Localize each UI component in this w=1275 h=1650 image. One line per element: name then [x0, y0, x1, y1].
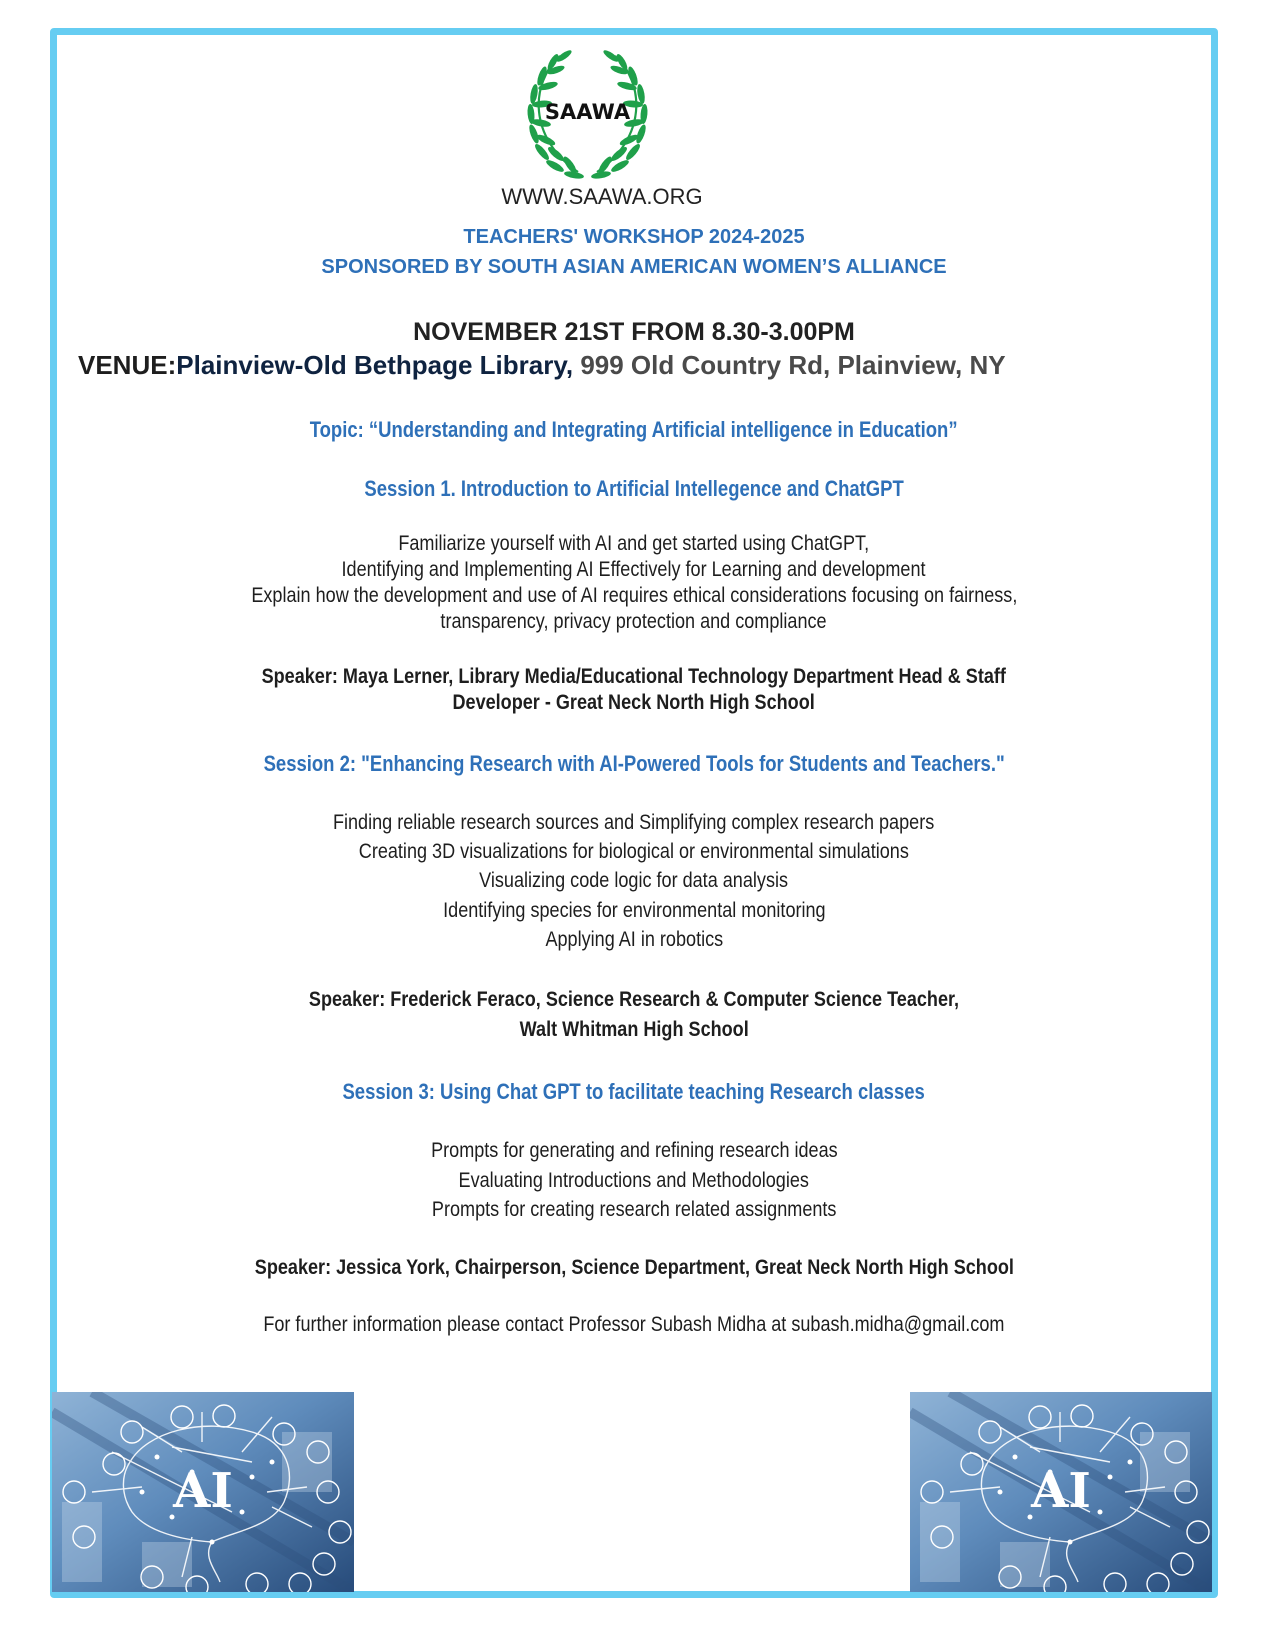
session-3-line-text: Prompts for generating and refining research ideas [430, 1139, 838, 1162]
ai-image-label: AI [173, 1463, 233, 1519]
laurel-wreath-icon [520, 48, 655, 180]
ai-brain-network-image [910, 1392, 1212, 1592]
saawa-logo [520, 48, 655, 180]
session-1-line [57, 558, 1211, 582]
session-2-line-text: Finding reliable research sources and Simplifying complex research papers [333, 811, 935, 834]
logo-text: SAAWA [544, 100, 631, 124]
ai-illustration-right [910, 1392, 1212, 1592]
session-3-speaker [57, 1256, 1211, 1280]
session-2-line [57, 811, 1211, 835]
session-3-line-text: Evaluating Introductions and Methodologies [458, 1169, 810, 1192]
session-1-line [57, 584, 1211, 608]
session-1-line [57, 532, 1211, 556]
venue-address: 999 Old Country Rd, Plainview, NY [573, 350, 1006, 380]
session-1-line-text: Identifying and Implementing AI Effectively for Learning and development [342, 558, 926, 581]
workshop-topic [57, 417, 1211, 443]
session-3-line [57, 1198, 1211, 1222]
ai-brain-network-image [52, 1392, 354, 1592]
event-venue [78, 350, 1006, 381]
session-2-line [57, 928, 1211, 952]
event-date-time: NOVEMBER 21ST FROM 8.30-3.00PM [413, 318, 855, 346]
session-3-speaker-text: Speaker: Jessica York, Chairperson, Science Department, Great Neck North High School [254, 1256, 1014, 1279]
session-3-line-text: Prompts for creating research related assignments [431, 1198, 837, 1221]
session-3-line [57, 1139, 1211, 1163]
session-2-line [57, 840, 1211, 864]
session-1-title [57, 476, 1211, 502]
session-2-line-text: Identifying species for environmental monitoring [442, 899, 826, 922]
sponsor-line: SPONSORED BY SOUTH ASIAN AMERICAN WOMEN’S ALLIANCE [321, 256, 947, 278]
session-1-line-text: Explain how the development and use of AI requires ethical considerations focusing on fairness, [250, 584, 1018, 607]
session-2-title [57, 751, 1211, 777]
session-1-speaker [57, 665, 1211, 689]
session-2-speaker [57, 1018, 1211, 1042]
contact-info [57, 1313, 1211, 1337]
session-2-line-text: Creating 3D visualizations for biological or environmental simulations [358, 840, 910, 863]
session-2-speaker-text: Speaker: Frederick Feraco, Science Research & Computer Science Teacher, [308, 988, 960, 1011]
venue-label: VENUE: [78, 350, 177, 380]
ai-image-label: AI [1031, 1463, 1091, 1519]
session-1-speaker [57, 691, 1211, 715]
session-2-line [57, 899, 1211, 923]
session-1-line-text: Familiarize yourself with AI and get started using ChatGPT, [398, 532, 870, 555]
session-2-line-text: Visualizing code logic for data analysis [479, 869, 789, 892]
session-1-line [57, 610, 1211, 634]
session-2-title-text: Session 2: "Enhancing Research with AI-Powered Tools for Students and Teachers." [263, 751, 1005, 776]
session-1-title-text: Session 1. Introduction to Artificial Intellegence and ChatGPT [364, 476, 904, 501]
session-1-speaker-text: Developer - Great Neck North High School [452, 691, 816, 714]
session-1-speaker-text: Speaker: Maya Lerner, Library Media/Educational Technology Department Head & Staff [261, 665, 1007, 688]
session-2-line-text: Applying AI in robotics [545, 928, 723, 951]
website-url[interactable]: WWW.SAAWA.ORG [501, 184, 703, 209]
session-2-line [57, 869, 1211, 893]
topic-text: Topic: “Understanding and Integrating Artificial intelligence in Education” [310, 417, 958, 442]
session-1-line-text: transparency, privacy protection and compliance [440, 610, 828, 633]
workshop-title: TEACHERS' WORKSHOP 2024-2025 [463, 226, 805, 248]
ai-illustration-left [52, 1392, 354, 1592]
contact-text: For further information please contact Professor Subash Midha at subash.midha@gmail.com [263, 1313, 1005, 1336]
session-3-title-text: Session 3: Using Chat GPT to facilitate teaching Research classes [342, 1079, 926, 1104]
session-3-line [57, 1169, 1211, 1193]
venue-name: Plainview-Old Bethpage Library, [176, 350, 574, 380]
session-2-speaker [57, 988, 1211, 1012]
session-2-speaker-text: Walt Whitman High School [519, 1018, 749, 1041]
session-3-title [57, 1079, 1211, 1105]
